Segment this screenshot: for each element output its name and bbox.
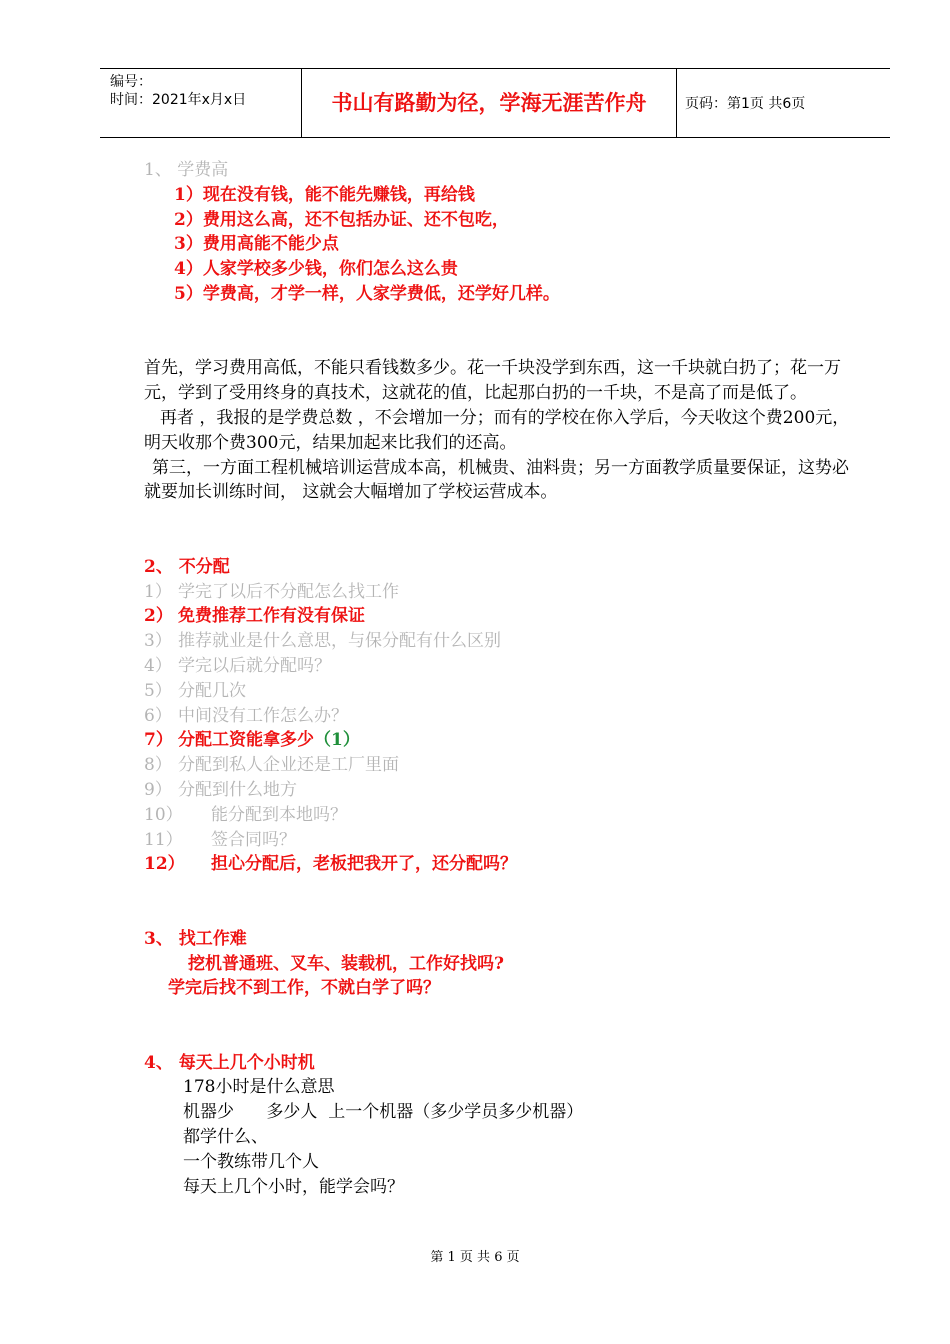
section4-line: 机器少 多少人 上一个机器（多少学员多少机器）: [183, 1102, 584, 1123]
section1-title: 1、 学费高: [144, 160, 229, 180]
item-text: 签合同吗？: [211, 829, 296, 850]
header-page-info: 页码：第1页 共6页: [685, 96, 806, 112]
document-body: [144, 158, 864, 1199]
section2-item: [144, 629, 864, 654]
section1-item: 3）费用高能不能少点: [174, 234, 339, 255]
section2-title: 2、 不分配: [144, 556, 230, 577]
section1-item: 1）现在没有钱，能不能先赚钱，再给钱: [174, 184, 475, 205]
section3-line: 挖机普通班、叉车、装载机，工作好找吗?: [188, 953, 504, 974]
section3-title: 3、 找工作难: [144, 928, 247, 949]
item-number: 2）: [144, 606, 173, 627]
header-meta: [100, 69, 302, 137]
section2-item: [144, 852, 864, 877]
item-number: 9）: [144, 779, 172, 800]
section1-paragraph: 再者 ，我报的是学费总数 ，不会增加一分；而有的学校在你入学后，今天收这个费200元，明天收那个费300元，结果加起来比我们的还高。: [144, 407, 850, 453]
section4-line: 一个教练带几个人: [183, 1151, 319, 1172]
item-suffix: （1）: [314, 730, 360, 751]
item-text: 分配几次: [178, 680, 246, 701]
section2-item: [144, 654, 864, 679]
header-number-label: 编号：: [110, 74, 152, 90]
item-number: 5）: [144, 680, 172, 701]
item-text: 能分配到本地吗？: [211, 804, 347, 825]
section2-item: [144, 803, 864, 828]
item-text: 中间没有工作怎么办？: [178, 705, 348, 726]
section2-item: [144, 778, 864, 803]
item-text: 担心分配后，老板把我开了，还分配吗？: [211, 854, 517, 875]
item-number: 7）: [144, 730, 173, 751]
item-number: 11）: [144, 829, 183, 850]
item-text: 免费推荐工作有没有保证: [178, 606, 365, 627]
section4-line: 都学什么、: [183, 1127, 268, 1148]
item-text: 分配到什么地方: [178, 779, 297, 800]
section4-line: 178小时是什么意思: [183, 1077, 335, 1098]
item-number: 6）: [144, 705, 172, 726]
section2-item: [144, 604, 864, 629]
item-number: 10）: [144, 804, 183, 825]
item-text: 推荐就业是什么意思，与保分配有什么区别: [178, 631, 501, 652]
section2-item: [144, 679, 864, 704]
section1-item: 4）人家学校多少钱，你们怎么这么贵: [174, 259, 458, 280]
item-text: 分配到私人企业还是工厂里面: [178, 755, 399, 776]
item-number: 1）: [144, 581, 172, 602]
section2-item: [144, 728, 864, 753]
item-text: 学完以后就分配吗？: [178, 655, 331, 676]
item-number: 4）: [144, 655, 172, 676]
section2-item: [144, 580, 864, 605]
page-footer: 第 1 页 共 6 页: [430, 1250, 520, 1265]
item-number: 3）: [144, 631, 172, 652]
item-number: 12）: [144, 854, 185, 875]
section1-paragraph: 首先，学习费用高低，不能只看钱数多少。花一千块没学到东西，这一千块就白扔了；花一万元，学到了受用终身的真技术，这就花的值，比起那白扔的一千块，不是高了而是低了。: [144, 358, 841, 404]
page-header: [100, 68, 890, 138]
section2-item: [144, 828, 864, 853]
section4-line: 每天上几个小时，能学会吗？: [183, 1176, 404, 1197]
section4-title: 4、 每天上几个小时机: [144, 1052, 315, 1073]
item-text: 学完了以后不分配怎么找工作: [178, 581, 399, 602]
section1-paragraph: 第三，一方面工程机械培训运营成本高，机械贵、油料贵；另一方面教学质量要保证，这势必就要加长训练时间， 这就会大幅增加了学校运营成本。: [144, 457, 849, 503]
header-motto: 书山有路勤为径，学海无涯苦作舟: [302, 69, 677, 137]
section1-item: 2）费用这么高，还不包括办证、还不包吃，: [174, 209, 509, 230]
section2-item: [144, 753, 864, 778]
section1-item: 5）学费高，才学一样，人家学费低，还学好几样。: [174, 283, 560, 304]
item-text: 分配工资能拿多少: [178, 730, 314, 751]
section3-line: 学完后找不到工作，不就白学了吗？: [168, 978, 440, 999]
item-number: 8）: [144, 755, 172, 776]
header-date: 时间：2021年x月x日: [110, 92, 247, 108]
section2-item: [144, 704, 864, 729]
